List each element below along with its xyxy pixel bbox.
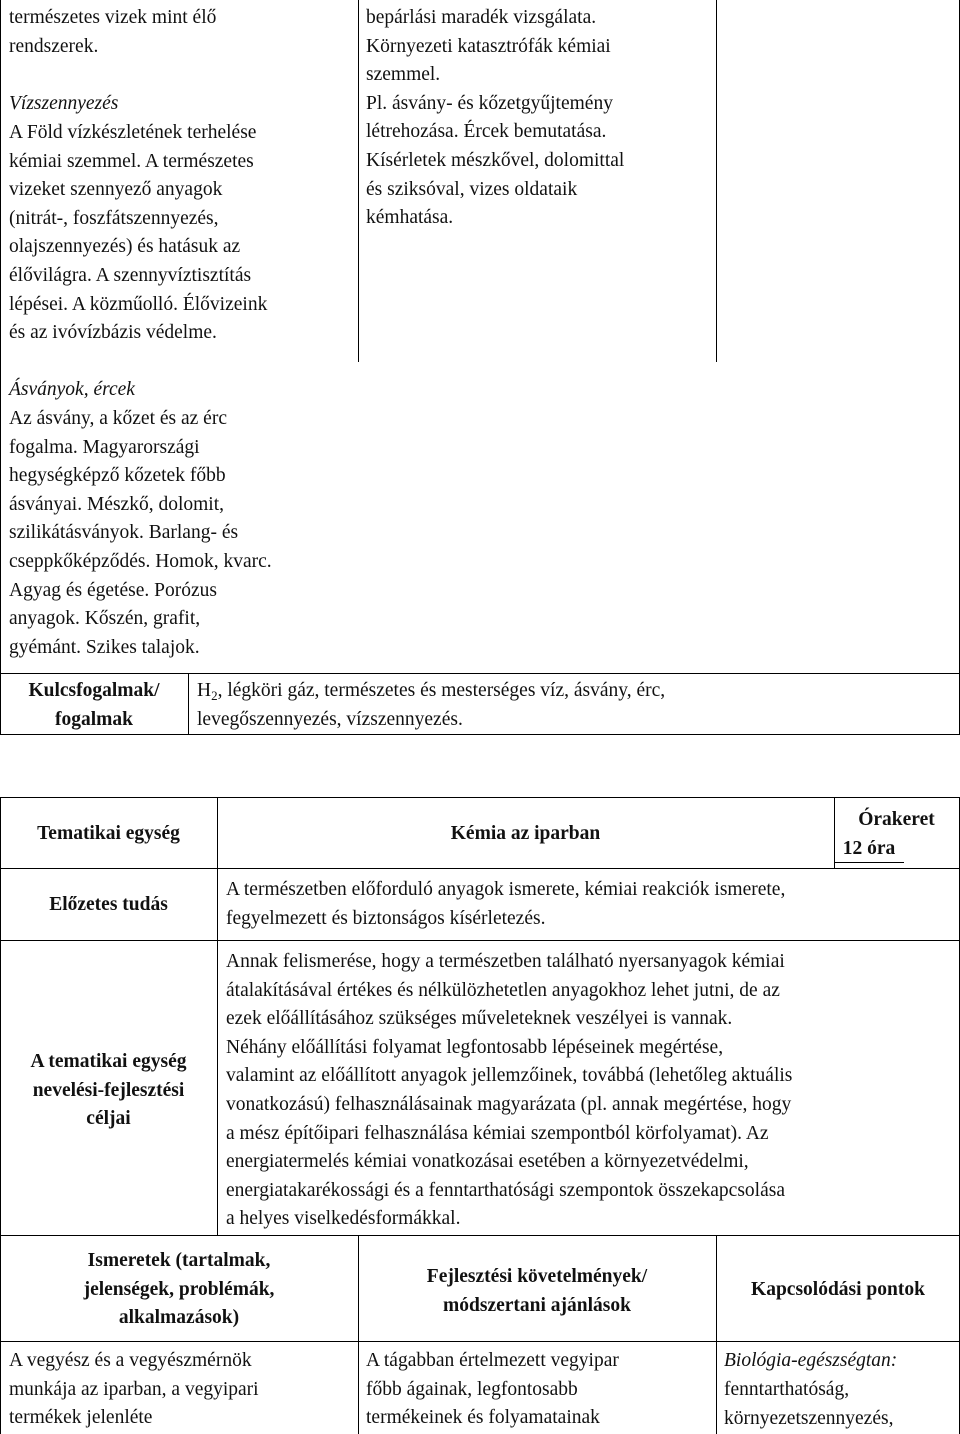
keywords-text [197,677,952,706]
minerals-title: Ásványok, ércek [9,379,135,400]
requirements-header: Fejlesztési követelmények/ módszertani ajánlások [426,1266,648,1316]
unit-title: Kémia az iparban [450,823,601,844]
keywords-label: Kulcsfogalmak/ fogalmak [28,680,160,730]
water-pollution-title: Vízszennyezés [9,93,119,114]
goals-label: A tematikai egység nevelési-fejlesztési céljai [30,1051,187,1130]
hours-value: 12 óra [842,838,896,859]
knowledge-cell: A vegyész és a vegyészmérnök munkája az iparban, a vegyipari termékek jelenléte [9,1350,259,1429]
keywords-h: H [197,680,212,701]
knowledge-header: Ismeretek (tartalmak, jelenségek, problémák, alkalmazások) [83,1250,275,1329]
keywords-rest: , légköri gáz, természetes és mesterséges víz, ásvány, érc, [217,680,666,701]
goals-text: Annak felismerése, hogy a természetben található nyersanyagok kémiai átalakításával értékes és nélkülözhetetlen anyagokhoz lehet jutni, de az ezek előállításához szükséges műveleteknek veszélyei is vannak. Néhány előállítási folyamat legfontosabb lépéseinek megértése, valamint az előállított anyagok jellemzőinek, továbbá (lehetőleg aktuális vonatkozású) felhasználásainak magyarázata (pl. annak megértése, hogy a mész építőipari felhasználása kémiai szempontból körfolyamat). Az energiatermelés kémiai vonatkozásai esetében a környezetvédelmi, energiatakarékossági és a fenntarthatósági szempontok összekapcsolása a helyes viselkedésformákkal. [226,951,793,1230]
hours-label: Órakeret [858,809,935,830]
keywords-text-line2: levegőszennyezés, vízszennyezés. [197,709,463,730]
requirements-cell: A tágabban értelmezett vegyipar főbb ágainak, legfontosabb termékeinek és folyamatainak [366,1350,619,1429]
intro-text: természetes vizek mint élő rendszerek. [9,7,217,57]
minerals-body: Az ásvány, a kőzet és az érc fogalma. Magyarországi hegységképző kőzetek főbb ásványai. Mészkő, dolomit, szilikátásványok. Barlang- és cseppkőképződés. Homok, kvarc. Agyag és égetése. Porózus anyagok. Kőszén, grafit, gyémánt. Szikes talajok. [9,408,272,658]
connections-subject: Biológia-egészségtan: [724,1350,898,1371]
prior-knowledge-text: A természetben előforduló anyagok ismerete, kémiai reakciók ismerete, fegyelmezett és biztonságos kísérletezés. [226,879,786,929]
keywords-subscript: 2 [211,688,218,703]
unit-label: Tematikai egység [37,823,180,844]
connections-header: Kapcsolódási pontok [751,1279,925,1300]
experiments-text: bepárlási maradék vizsgálata. Környezeti katasztrófák kémiai szemmel. Pl. ásvány- és kőzetgyűjtemény létrehozása. Ércek bemutatása. Kísérletek mészkővel, dolomittal és sziksóval, vizes oldataik kémhatása. [366,7,625,229]
water-pollution-body: A Föld vízkészletének terhelése kémiai szemmel. A természetes vizeket szennyező anyagok (nitrát-, foszfátszennyezés, olajszennyezés) és hatásuk az élővilágra. A szennyvíztisztítás lépései. A közműolló. Élővizeink és az ivóvízbázis védelme. [9,122,268,344]
prior-knowledge-label: Előzetes tudás [49,894,168,915]
connections-cell: fenntarthatóság, környezetszennyezés, [724,1379,894,1429]
